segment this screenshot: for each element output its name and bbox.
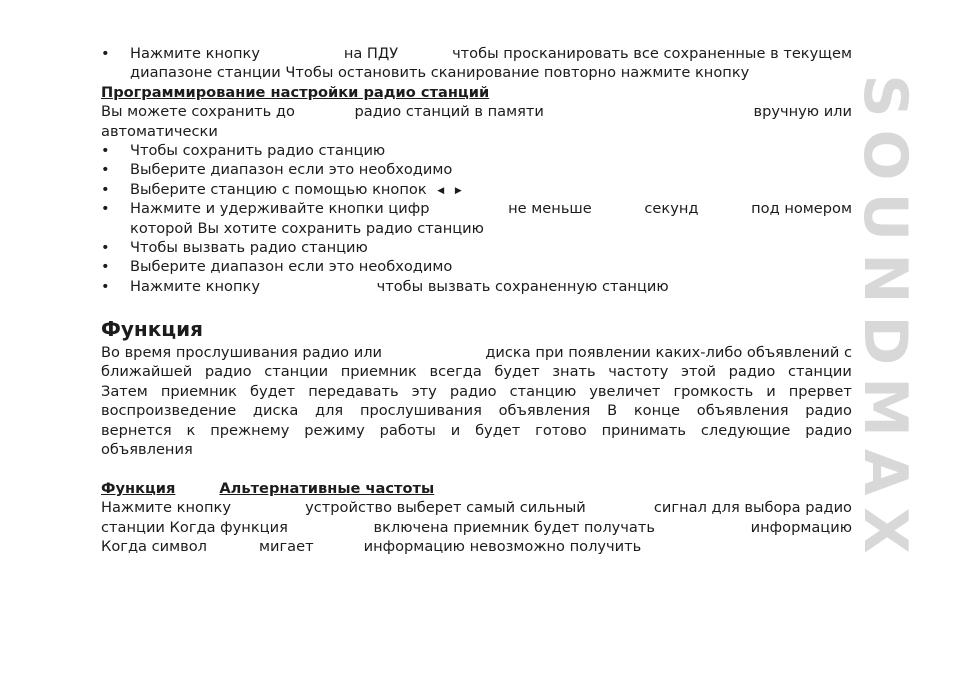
list-item <box>101 257 852 276</box>
word: и <box>450 421 461 439</box>
word: эту <box>411 382 437 400</box>
bullet: • <box>101 45 110 62</box>
word: прежнему <box>210 421 290 439</box>
word: готово <box>535 421 587 439</box>
word: В <box>607 402 618 420</box>
word: режиму <box>304 421 365 439</box>
programming-para-line2: автоматически <box>101 122 218 140</box>
programming-heading: Программирование настройки радио станций <box>101 83 490 101</box>
word: станцию <box>509 382 577 400</box>
bullet: • <box>101 238 110 256</box>
text-fragment: диапазоне станции Чтобы остановить сканирование повторно нажмите кнопку <box>130 64 750 82</box>
word: ближайшей <box>101 363 193 381</box>
text-fragment: чтобы вызвать сохраненную станцию <box>376 277 669 295</box>
list-item <box>101 160 852 179</box>
bullet: • <box>101 200 110 218</box>
text-fragment: Выберите станцию с помощью кнопок <box>130 180 427 198</box>
word: станции <box>787 363 852 381</box>
word: радио <box>805 421 852 439</box>
text-fragment: Выберите диапазон если это необходимо <box>130 258 453 276</box>
text-fragment: Выберите диапазон если это необходимо <box>130 161 453 179</box>
word: увеличет <box>589 382 661 400</box>
text-fragment: включена приемник будет получать <box>373 518 655 536</box>
af-heading-part1: Функция <box>101 479 176 497</box>
word: громкость <box>673 382 754 400</box>
word: радио <box>728 363 776 381</box>
word: этой <box>681 363 716 381</box>
arrow-right-icon: ▶ <box>454 185 462 196</box>
bullet: • <box>101 277 110 295</box>
word: объявления <box>696 402 789 420</box>
text-fragment: устройство выберет самый сильный <box>305 499 586 517</box>
function-para-last-line: объявления <box>101 441 193 459</box>
function-para-line <box>101 343 852 362</box>
word: приемник <box>160 382 237 400</box>
text-fragment: Когда символ <box>101 537 208 555</box>
word: диска <box>252 402 299 420</box>
text-fragment: Нажмите и удерживайте кнопки цифр <box>130 200 430 218</box>
function-para-line <box>101 362 852 381</box>
function-para-line <box>101 382 852 401</box>
bullet: • <box>101 161 110 179</box>
text-fragment: Чтобы вызвать радио станцию <box>130 238 368 256</box>
document-page <box>101 44 852 556</box>
text-fragment: секунд <box>644 200 699 218</box>
word: частоту <box>608 363 669 381</box>
bullet: • <box>101 180 110 198</box>
function-para-line <box>101 401 852 420</box>
text-fragment: информацию <box>750 518 852 536</box>
word: конце <box>633 402 681 420</box>
text-fragment: Нажмите кнопку <box>130 45 260 62</box>
scan-bullet-line2 <box>101 63 852 82</box>
word: приемник <box>340 363 417 381</box>
af-heading <box>101 479 852 498</box>
list-item-continuation <box>101 219 852 238</box>
text-fragment: диска при появлении каких-либо объявлений с <box>485 344 852 362</box>
text-fragment: под номером <box>751 200 852 218</box>
list-item <box>101 277 852 296</box>
text-fragment: информацию невозможно получить <box>363 537 642 555</box>
word: радио <box>204 363 252 381</box>
word: следующие <box>700 421 791 439</box>
af-para-line <box>101 518 852 537</box>
word: прервет <box>788 382 852 400</box>
text-fragment: мигает <box>259 537 314 555</box>
word: будет <box>249 382 296 400</box>
text-fragment: Во время прослушивания радио или <box>101 344 383 362</box>
bullet: • <box>101 258 110 276</box>
scan-bullet-line1 <box>101 44 852 63</box>
word: работы <box>379 421 436 439</box>
list-item <box>101 180 852 199</box>
word: всегда <box>429 363 482 381</box>
word: будет <box>475 421 521 439</box>
text-fragment: Вы можете сохранить до <box>101 103 295 121</box>
word: радио <box>805 402 852 420</box>
bullet: • <box>101 141 110 159</box>
word: объявления <box>498 402 591 420</box>
text-fragment: станции Когда функция <box>101 518 288 536</box>
text-fragment: вручную или <box>753 103 852 121</box>
list-item <box>101 199 852 218</box>
word: принимать <box>601 421 686 439</box>
text-fragment: чтобы просканировать все сохраненные в текущем <box>452 45 852 62</box>
text-fragment: на ПДУ <box>343 45 399 62</box>
programming-para-line1 <box>101 102 852 121</box>
word: Затем <box>101 382 148 400</box>
word: воспроизведение <box>101 402 237 420</box>
word: знать <box>552 363 596 381</box>
text-fragment: которой Вы хотите сохранить радио станцию <box>130 219 484 237</box>
list-item <box>101 238 852 257</box>
list-item <box>101 141 852 160</box>
arrow-left-icon: ◀ <box>437 185 445 196</box>
word: передавать <box>308 382 399 400</box>
soundmax-logo-text: SOUNDMAX <box>850 74 920 566</box>
text-fragment: радио станций в памяти <box>354 103 544 121</box>
word: и <box>766 382 776 400</box>
text-fragment: Нажмите кнопку <box>101 499 231 517</box>
text-fragment: Чтобы сохранить радио станцию <box>130 141 386 159</box>
word: прослушивания <box>359 402 482 420</box>
word: к <box>186 421 196 439</box>
text-fragment: сигнал для выбора радио <box>653 499 852 517</box>
af-para-line <box>101 498 852 517</box>
spacer <box>101 459 852 478</box>
af-heading-part2: Альтернативные частоты <box>219 479 435 497</box>
word: будет <box>494 363 540 381</box>
function-para-line <box>101 421 852 440</box>
word: вернется <box>101 421 172 439</box>
word: станции <box>264 363 329 381</box>
soundmax-logo <box>850 44 920 596</box>
word: радио <box>449 382 497 400</box>
text-fragment: не меньше <box>508 200 592 218</box>
af-para-line <box>101 537 852 556</box>
text-fragment: Нажмите кнопку <box>130 277 260 295</box>
function-heading: Функция <box>101 317 203 342</box>
word: для <box>315 402 344 420</box>
